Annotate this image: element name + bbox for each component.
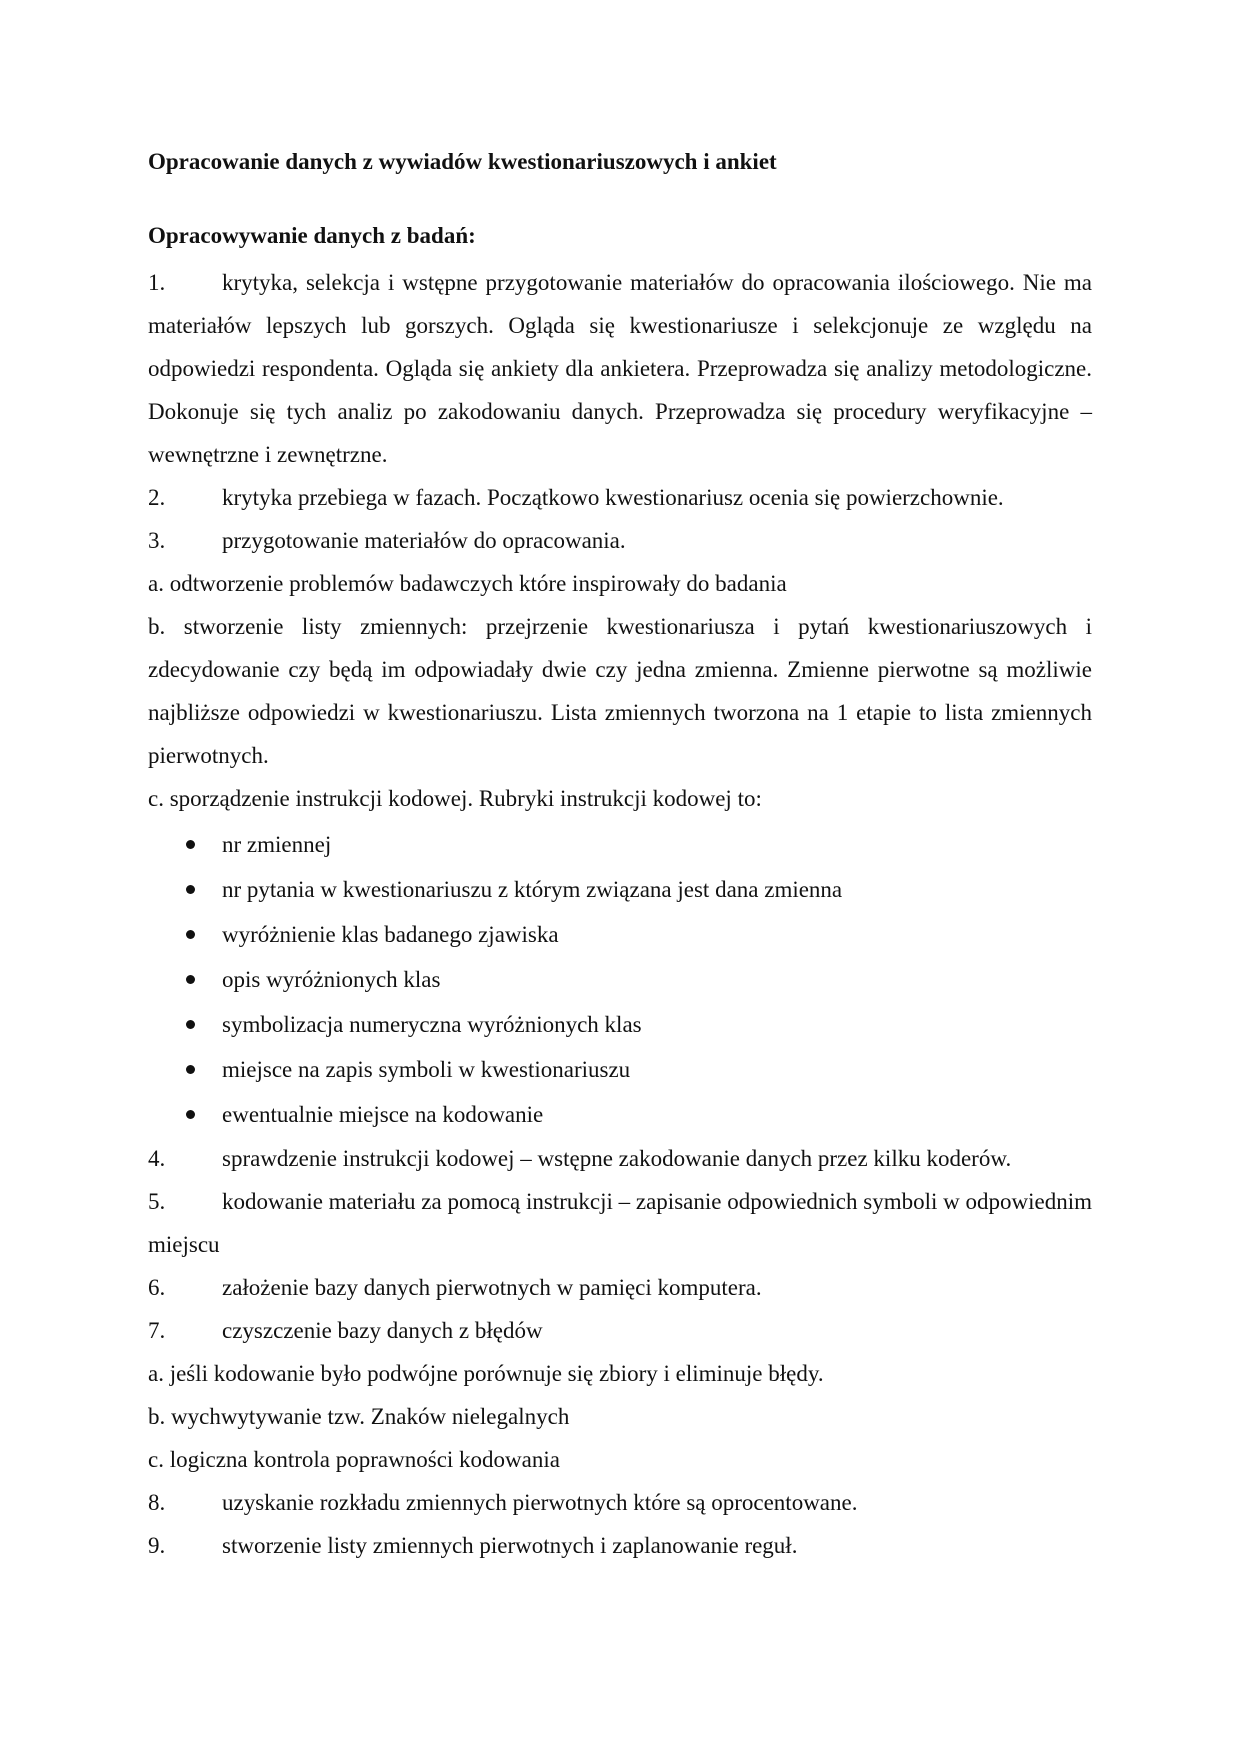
sub-item-7a: a. jeśli kodowanie było podwójne porównuje się zbiory i eliminuje błędy. xyxy=(148,1361,824,1386)
numbered-item-6 xyxy=(148,1266,1092,1309)
section-heading: Opracowywanie danych z badań: xyxy=(148,223,476,248)
numbered-item-1 xyxy=(148,261,1092,476)
item-text: przygotowanie materiałów do opracowania. xyxy=(222,528,626,553)
sub-item-7c: c. logiczna kontrola poprawności kodowania xyxy=(148,1447,560,1472)
item-text: sprawdzenie instrukcji kodowej – wstępne zakodowanie danych przez kilku koderów. xyxy=(222,1146,1012,1171)
item-number: 9. xyxy=(148,1533,166,1558)
item-text: kodowanie materiału za pomocą instrukcji – zapisanie odpowiednich symboli w odpowiednim miejscu xyxy=(148,1189,1092,1257)
numbered-item-8 xyxy=(148,1481,1092,1524)
bullet-list xyxy=(148,822,1092,1137)
bullet-text: wyróżnienie klas badanego zjawiska xyxy=(222,922,559,947)
bullet-text: nr pytania w kwestionariuszu z którym związana jest dana zmienna xyxy=(222,877,843,902)
bullet-item xyxy=(148,1092,1092,1137)
bullet-item xyxy=(148,867,1092,912)
item-text: czyszczenie bazy danych z błędów xyxy=(222,1318,543,1343)
bullet-icon xyxy=(186,1110,195,1119)
bullet-text: symbolizacja numeryczna wyróżnionych klas xyxy=(222,1012,642,1037)
sub-item-3c: c. sporządzenie instrukcji kodowej. Rubryki instrukcji kodowej to: xyxy=(148,786,762,811)
bullet-item xyxy=(148,1047,1092,1092)
item-text: krytyka, selekcja i wstępne przygotowanie materiałów do opracowania ilościowego. Nie ma materiałów lepszych lub gorszych. Ogląda się kwestionariusze i selekcjonuje ze względu na odpowiedzi respondenta. Ogląda się ankiety dla ankietera. Przeprowadza się analizy metodologiczne. Dokonuje się tych analiz po zakodowaniu danych. Przeprowadza się procedury weryfikacyjne – wewnętrzne i zewnętrzne. xyxy=(148,270,1092,467)
item-number: 3. xyxy=(148,528,166,553)
item-text: uzyskanie rozkładu zmiennych pierwotnych które są oprocentowane. xyxy=(222,1490,858,1515)
sub-item-3a: a. odtworzenie problemów badawczych które inspirowały do badania xyxy=(148,571,787,596)
document-body xyxy=(148,145,1092,1567)
bullet-icon xyxy=(186,840,195,849)
item-number: 2. xyxy=(148,485,166,510)
bullet-item xyxy=(148,912,1092,957)
bullet-icon xyxy=(186,930,195,939)
item-number: 7. xyxy=(148,1318,166,1343)
bullet-icon xyxy=(186,1065,195,1074)
bullet-item xyxy=(148,1002,1092,1047)
bullet-text: miejsce na zapis symboli w kwestionariuszu xyxy=(222,1057,631,1082)
bullet-icon xyxy=(186,1020,195,1029)
numbered-item-4 xyxy=(148,1137,1092,1180)
bullet-icon xyxy=(186,975,195,984)
item-number: 1. xyxy=(148,270,166,295)
item-number: 5. xyxy=(148,1189,166,1214)
bullet-text: nr zmiennej xyxy=(222,832,332,857)
numbered-item-9 xyxy=(148,1524,1092,1567)
numbered-item-2 xyxy=(148,476,1092,519)
bullet-icon xyxy=(186,885,195,894)
bullet-text: opis wyróżnionych klas xyxy=(222,967,441,992)
item-number: 4. xyxy=(148,1146,166,1171)
sub-item-7b: b. wychwytywanie tzw. Znaków nielegalnych xyxy=(148,1404,570,1429)
bullet-text: ewentualnie miejsce na kodowanie xyxy=(222,1102,544,1127)
item-number: 8. xyxy=(148,1490,166,1515)
item-text: założenie bazy danych pierwotnych w pamięci komputera. xyxy=(222,1275,762,1300)
bullet-item xyxy=(148,822,1092,867)
item-text: stworzenie listy zmiennych pierwotnych i zaplanowanie reguł. xyxy=(222,1533,798,1558)
numbered-item-7 xyxy=(148,1309,1092,1352)
item-text: krytyka przebiega w fazach. Początkowo kwestionariusz ocenia się powierzchownie. xyxy=(222,485,1004,510)
numbered-item-5 xyxy=(148,1180,1092,1266)
document-title: Opracowanie danych z wywiadów kwestionariuszowych i ankiet xyxy=(148,149,777,174)
bullet-item xyxy=(148,957,1092,1002)
numbered-item-3 xyxy=(148,519,1092,562)
sub-item-3b: b. stworzenie listy zmiennych: przejrzenie kwestionariusza i pytań kwestionariuszowych i zdecydowanie czy będą im odpowiadały dwie czy jedna zmienna. Zmienne pierwotne są możliwie najbliższe odpowiedzi w kwestionariuszu. Lista zmiennych tworzona na 1 etapie to lista zmiennych pierwotnych. xyxy=(148,614,1092,768)
item-number: 6. xyxy=(148,1275,166,1300)
